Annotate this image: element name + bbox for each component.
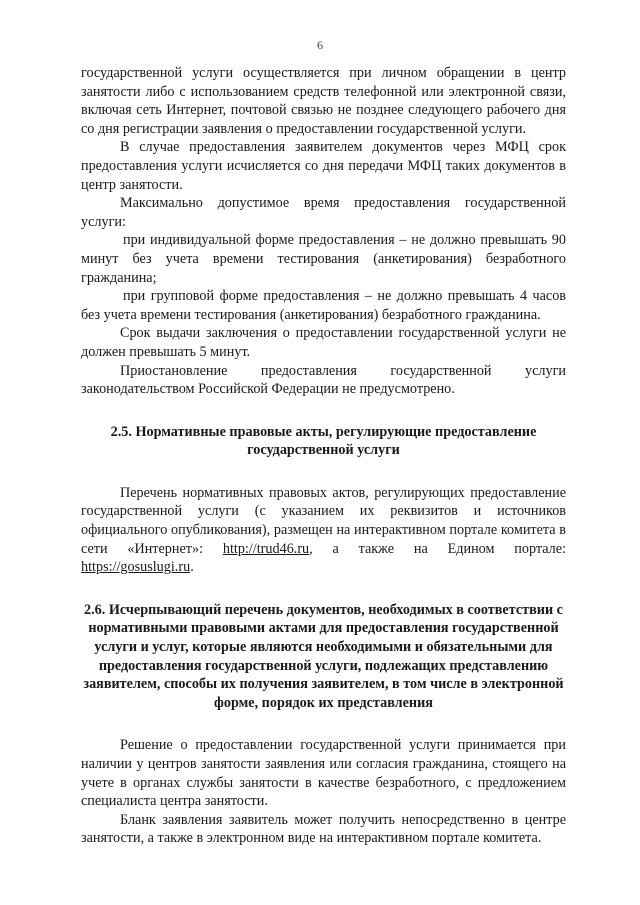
paragraph: В случае предоставления заявителем документов через МФЦ срок предоставления услуги исчисляется со дня передачи МФЦ таких документов в центр занятости. <box>81 139 566 193</box>
section-heading-2-5: 2.5. Нормативные правовые акты, регулирующие предоставление государственной услуги <box>110 423 537 459</box>
document-body <box>81 64 566 848</box>
paragraph: при индивидуальной форме предоставления – не должно превышать 90 минут без учета времени тестирования (анкетирования) безработного гражданина; <box>81 232 566 286</box>
paragraph: при групповой форме предоставления – не должно превышать 4 часов без учета времени тестирования (анкетирования) безработного гражданина. <box>81 288 566 323</box>
paragraph: Срок выдачи заключения о предоставлении государственной услуги не должен превышать 5 минут. <box>81 325 566 360</box>
section-heading-2-6: 2.6. Исчерпывающий перечень документов, необходимых в соответствии с нормативными правовыми актами для предоставления государственной услуги и услуг, которые являются необходимыми и обязательными для предоставления государственной услуги, подлежащих представлению заявителем, способы их получения заявителем, в том числе в электронной форме, порядок их представления <box>83 601 564 711</box>
paragraph: Бланк заявления заявитель может получить непосредственно в центре занятости, а также в электронном виде на интерактивном портале комитета. <box>81 811 566 847</box>
paragraph: Максимально допустимое время предоставления государственной услуги: <box>81 195 566 230</box>
link-gosuslugi[interactable]: https://gosuslugi.ru <box>81 559 191 576</box>
paragraph: Приостановление предоставления государственной услуги законодательством Российской Федерации не предусмотрено. <box>81 362 566 398</box>
link-trud46[interactable]: http://trud46.ru <box>222 540 310 557</box>
page-number: 6 <box>317 38 323 52</box>
paragraph: Решение о предоставлении государственной услуги принимается при наличии у центров занятости заявления или согласия гражданина, стоящего на учете в органах службы занятости в качестве безработного, с предложением специалиста центра занятости. <box>81 737 566 810</box>
paragraph: государственной услуги осуществляется при личном обращении в центр занятости либо с использованием средств телефонной или электронной связи, включая сеть Интернет, почтовой связью не позднее следующего рабочего дня со дня регистрации заявления о предоставлении государственной услуги. <box>81 65 566 137</box>
paragraph: Перечень нормативных правовых актов, регулирующих предоставление государственной услуги (с указанием их реквизитов и источников официального опубликования), размещен на интерактивном портале комитета в сети «Интернет»: http://trud46.ru, а также на Едином портале: https://gosuslugi.ru. <box>81 484 566 576</box>
